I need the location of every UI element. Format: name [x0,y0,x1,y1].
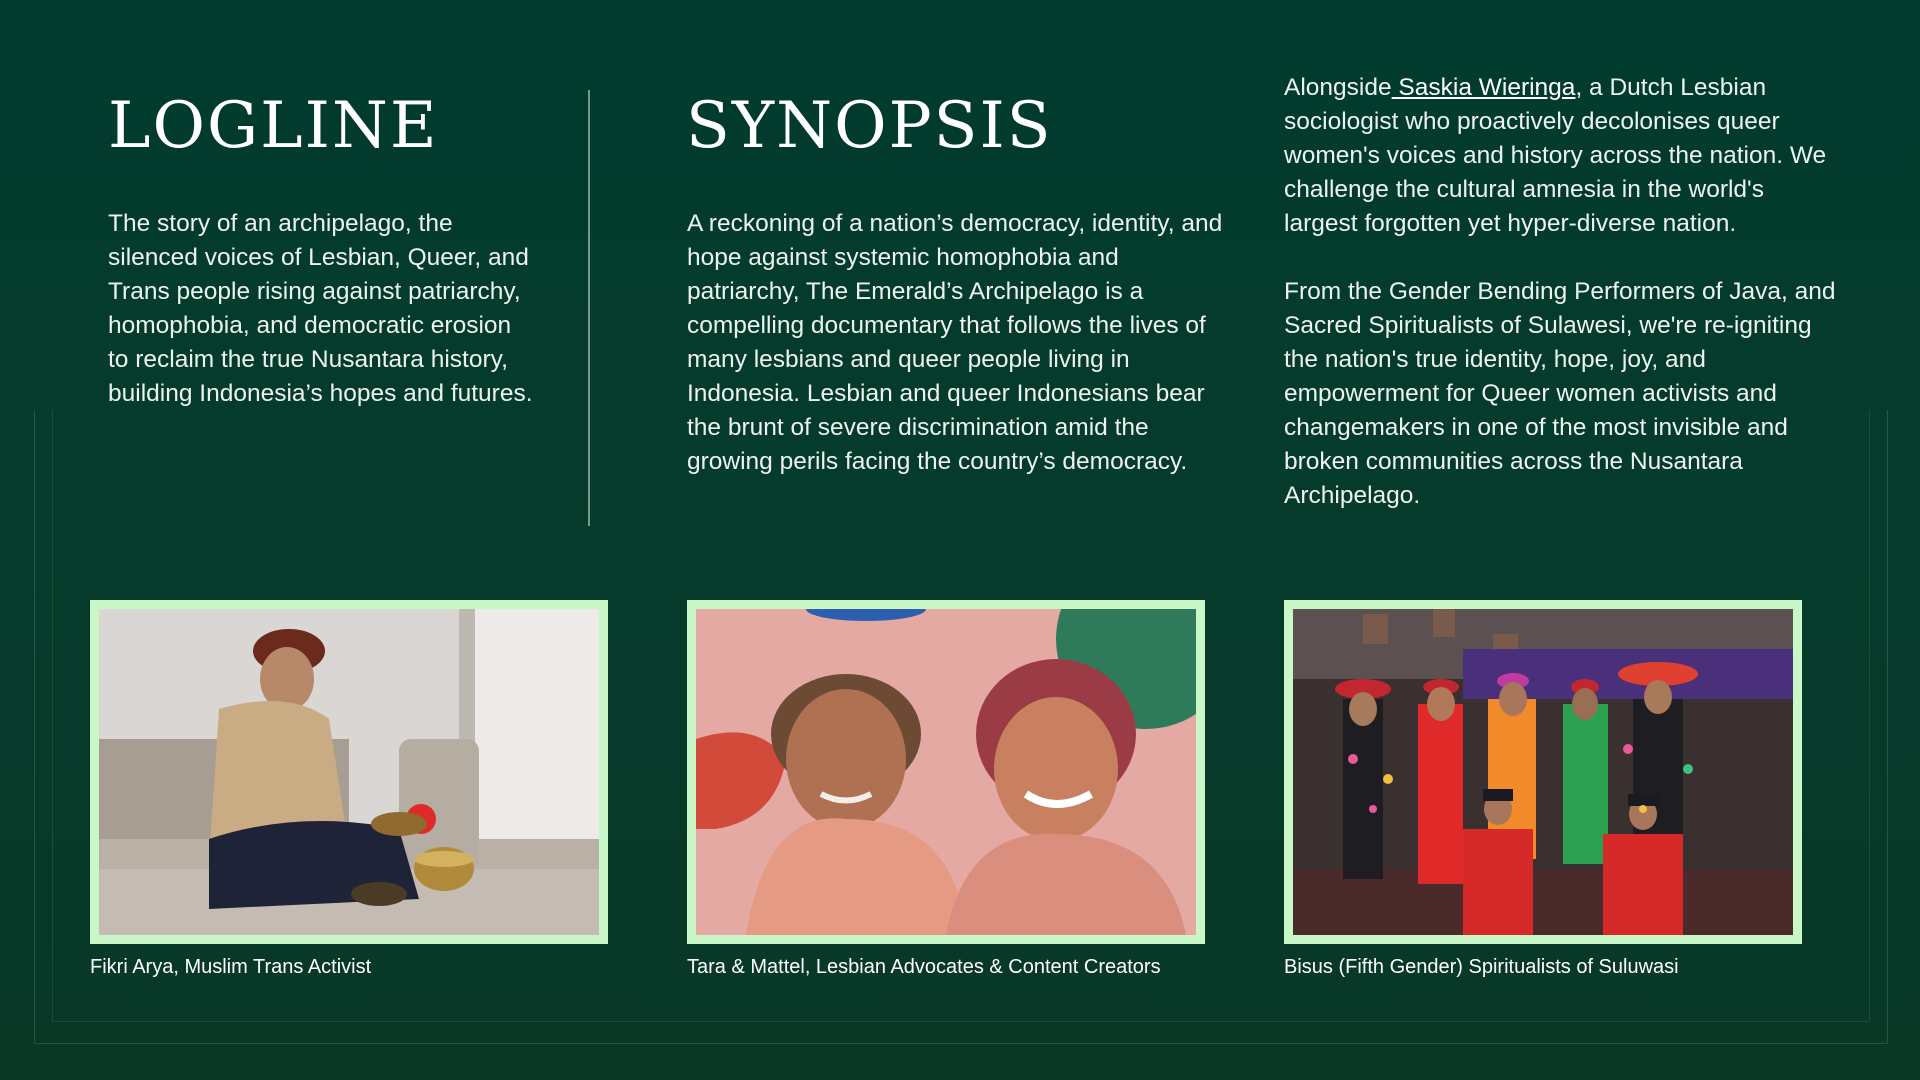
saskia-wieringa-link[interactable]: Saskia Wieringa [1391,74,1576,101]
photo-caption: Bisus (Fifth Gender) Spiritualists of Suluwasi [1284,956,1679,978]
paragraph-prefix: Alongside [1284,74,1392,101]
photo-caption: Fikri Arya, Muslim Trans Activist [90,956,372,978]
synopsis-paragraph-2: From the Gender Bending Performers of Java, and Sacred Spiritualists of Sulawesi, we're re-igniting the nation's true identity, hope, joy, and empowerment for Queer women activists and changemakers in one of the most invisible and broken communities across the Nusantara Archipelago. [1284,278,1836,509]
photo-fikri-arya [90,600,608,944]
photo-illustration [1293,609,1793,935]
synopsis-paragraph-1 [1284,71,1844,241]
synopsis-text: A reckoning of a nation’s democracy, identity, and hope against systemic homophobia and patriarchy, The Emerald’s Archipelago is a compelling documentary that follows the lives of many lesbians and queer people living in Indonesia. Lesbian and queer Indonesians bear the brunt of severe discrimination amid the growing perils facing the country’s democracy. [687,210,1223,475]
logline-heading: LOGLINE [108,89,439,163]
photo-illustration [99,609,599,935]
synopsis-continued [1284,71,1844,547]
synopsis-heading: SYNOPSIS [686,89,1053,163]
photo-tara-mattel [687,600,1205,944]
photo-image [99,609,599,935]
photo-caption: Tara & Mattel, Lesbian Advocates & Content Creators [687,956,1161,978]
logline-text: The story of an archipelago, the silenced voices of Lesbian, Queer, and Trans people rising against patriarchy, homophobia, and democratic erosion to reclaim the true Nusantara history, building Indonesia’s hopes and futures. [108,210,533,407]
paragraph-suffix: , a Dutch Lesbian sociologist who proactively decolonises queer women's voices and history across the nation. We challenge the cultural amnesia in the world's largest forgotten yet hyper-diverse nation. [1284,74,1827,237]
photo-image [696,609,1196,935]
photo-illustration [696,609,1196,935]
photo-image [1293,609,1793,935]
column-divider [588,90,590,526]
photo-bisus-spiritualists [1284,600,1802,944]
